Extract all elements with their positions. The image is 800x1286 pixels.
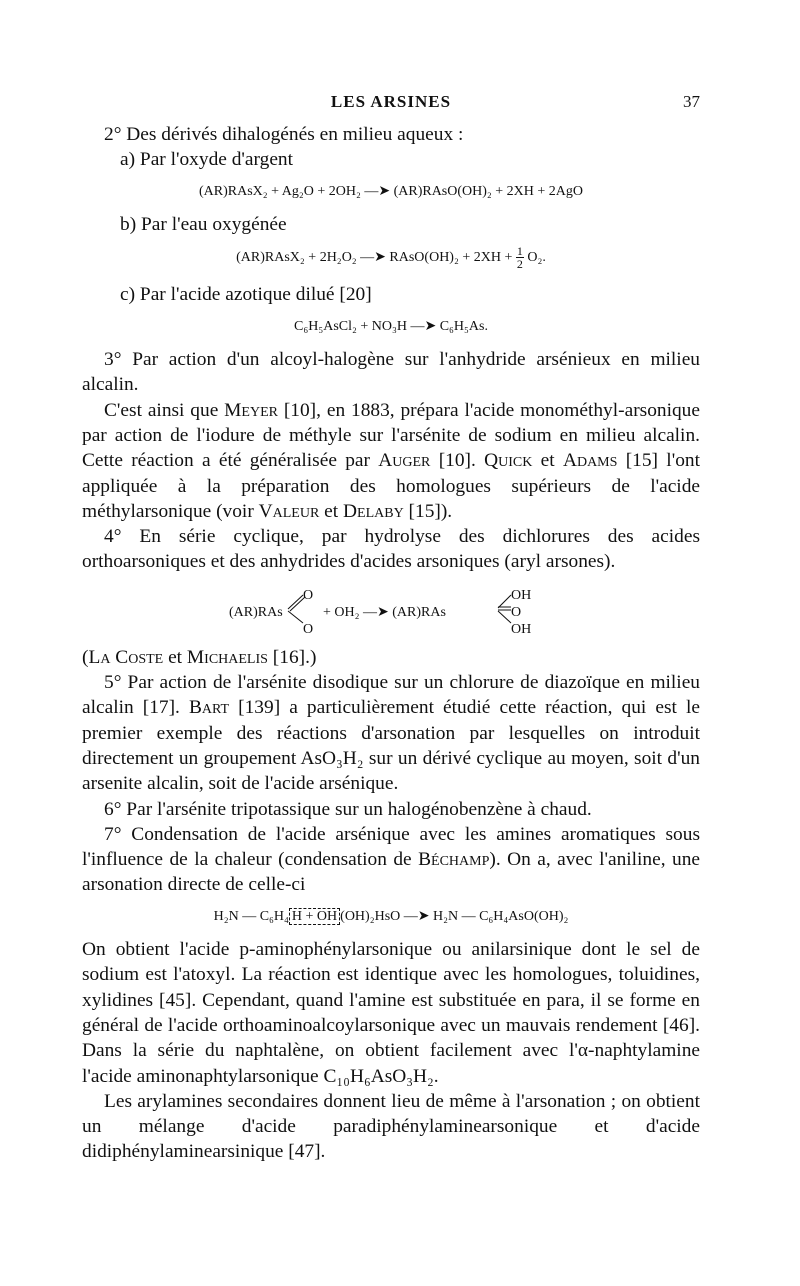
formula-middle: + OH₂ —➤ (AR)RAs	[323, 604, 446, 620]
text-run: et	[532, 450, 563, 472]
formula-o-middle: O	[511, 604, 522, 620]
equation-2b-left: (AR)RAsX₂ + 2H₂O₂ —➤ RAsO(OH)₂ + 2XH +	[236, 250, 513, 266]
equation-7	[82, 904, 700, 929]
fraction-numerator: 1	[516, 244, 523, 259]
author-meyer: Meyer	[224, 399, 278, 421]
formula-o-bottom: O	[303, 621, 314, 637]
text-run: [16].)	[267, 646, 317, 668]
citation-lacoste-michaelis	[82, 645, 700, 670]
section-2-intro: 2° Des dérivés dihalogénés en milieu aqueux :	[104, 124, 464, 145]
equation-7-left: H₂N — C₆H₄	[213, 908, 289, 924]
section-7-paragraph	[82, 822, 700, 898]
fraction-denominator: 2	[516, 257, 523, 272]
text-run: [15] l'ont appliquée à la préparation des homologues supérieurs de l'acide méthylarsonique (voir	[82, 450, 700, 522]
text-run: 5° Par action de l'arsénite disodique sur un chlorure de diazoïque en milieu alcalin [17].	[82, 672, 700, 719]
text-run: C'est ainsi que	[104, 399, 225, 421]
author-delaby: Delaby	[343, 500, 404, 522]
page-header	[82, 92, 700, 116]
page-number: 37	[683, 92, 700, 111]
section-3-paragraph	[82, 398, 700, 524]
section-2a-label: a) Par l'oxyde d'argent	[120, 149, 294, 171]
author-quick: Quick	[484, 450, 533, 472]
running-title: LES ARSINES	[330, 92, 452, 111]
text-run: 7° Condensation de l'acide arsénique avec les amines aromatiques sous l'influence de la chaleur (condensation de	[82, 823, 700, 871]
author-michaelis: Michaelis	[186, 646, 268, 668]
equation-7-right: (OH)₂HsO —➤ H₂N — C₆H₄AsO(OH)₂	[340, 908, 569, 924]
section-7-continuation: On obtient l'acide p-aminophénylarsonique ou anilarsinique dont le sel de sodium est l'atoxyl. La réaction est identique avec les homologues, toluidines, xylidines [45]. Cependant, quand l'amine est substituée en para, il se forme en général de l'acide orthoaminoalcoylarsonique avec un mauvais rendement [46]. Dans la série du naphtalène, on obtient facilement avec l'α-naphtylamine l'acide aminonaphtylarsonique C₁₀H₆AsO₃H₂.	[82, 939, 700, 1087]
text-run: [139] a particulièrement étudié cette réaction, qui est le premier exemple des réactions d'arsonation par lesquelles on introduit directement un groupement AsO₃H₂ sur un dérivé cyclique au moyen, soit d'un arsenite alcalin, soit de l'acide arsénique.	[82, 697, 700, 795]
structural-formula	[191, 583, 591, 637]
author-adams: Adams	[562, 450, 618, 472]
equation-4	[82, 583, 700, 637]
author-auger: Auger	[378, 450, 431, 472]
text-run: et	[163, 646, 187, 668]
formula-oh-top: OH	[511, 587, 532, 603]
text-run: [10], en 1883, prépara l'acide monométhyl-arsonique par action de l'iodure de méthyle sur l'arsénite de sodium en milieu alcalin. Cette réaction a été généralisée par	[82, 399, 700, 472]
formula-left: (AR)RAs	[229, 604, 283, 620]
formula-oh-bottom: OH	[511, 621, 532, 637]
author-lacoste: La Coste	[88, 646, 164, 668]
text-run: [15]).	[403, 500, 453, 522]
section-3-intro: 3° Par action d'un alcoyl-halogène sur l'anhydride arsénieux en milieu alcalin.	[82, 349, 700, 396]
author-valeur: Valeur	[258, 500, 320, 522]
text-run: (	[82, 646, 89, 668]
section-4-intro: 4° En série cyclique, par hydrolyse des dichlorures des acides orthoarsoniques et des anhydrides d'acides arsoniques (aryl arsones).	[82, 526, 700, 573]
equation-2b	[82, 245, 700, 270]
author-bart: Bart	[188, 697, 230, 719]
fraction-one-half	[516, 245, 524, 270]
section-6-paragraph: 6° Par l'arsénite tripotassique sur un halogénobenzène à chaud.	[104, 798, 592, 820]
equation-2a: (AR)RAsX₂ + Ag₂O + 2OH₂ —➤ (AR)RAsO(OH)₂ + 2XH + 2AgO	[198, 183, 584, 199]
body-text	[82, 122, 700, 1165]
formula-o-top: O	[303, 587, 314, 603]
section-5-paragraph	[82, 670, 700, 796]
section-2c-label: c) Par l'acide azotique dilué [20]	[120, 284, 372, 306]
equation-7-boxed-term: H + OH	[289, 908, 340, 925]
section-7-final-paragraph: Les arylamines secondaires donnent lieu de même à l'arsonation ; on obtient un mélange d'acide paradiphénylaminearsonique et d'acide didiphénylaminearsinique [47].	[82, 1090, 700, 1163]
equation-2b-right: O₂.	[527, 250, 546, 266]
equation-2c: C₆H₅AsCl₂ + NO₃H —➤ C₆H₅As.	[294, 318, 488, 334]
text-run: [10].	[430, 450, 485, 472]
section-2b-label: b) Par l'eau oxygénée	[120, 213, 287, 235]
text-run: et	[319, 500, 344, 522]
text-run: ). On a, avec l'aniline, une arsonation directe de celle-ci	[82, 849, 701, 896]
author-bechamp: Béchamp	[418, 849, 490, 871]
